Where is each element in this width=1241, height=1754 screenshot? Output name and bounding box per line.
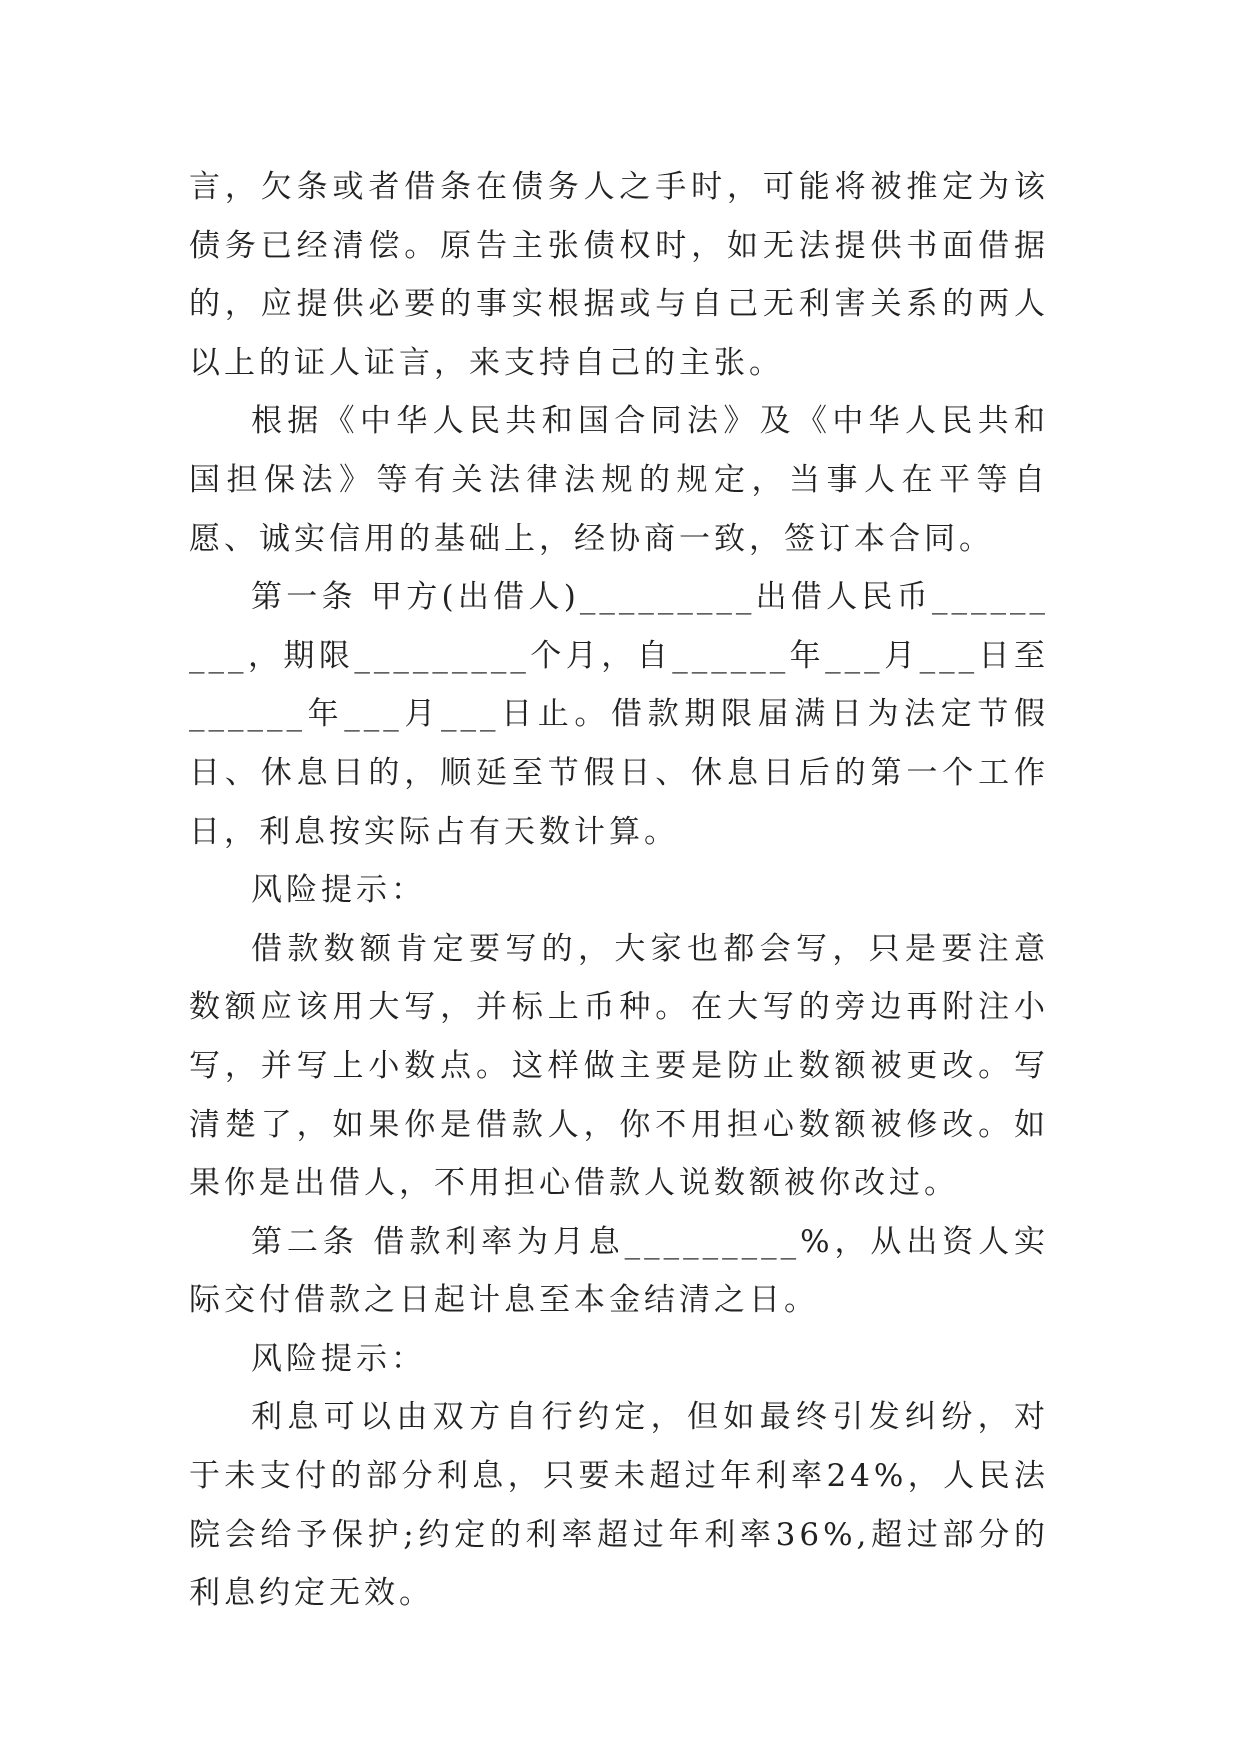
document-body <box>189 158 1049 1623</box>
paragraph-risk-note-1: 借款数额肯定要写的，大家也都会写，只是要注意数额应该用大写，并标上币种。在大写的旁边再附注小写，并写上小数点。这样做主要是防止数额被更改。写清楚了，如果你是借款人，你不用担心数额被修改。如果你是出借人，不用担心借款人说数额被你改过。 <box>189 930 1049 1202</box>
paragraph-preamble: 根据《中华人民共和国合同法》及《中华人民共和国担保法》等有关法律法规的规定，当事人在平等自愿、诚实信用的基础上，经协商一致，签订本合同。 <box>189 403 1049 557</box>
paragraph-risk-heading-1: 风险提示： <box>251 872 426 909</box>
paragraph-article-2: 第二条 借款利率为月息_________%，从出资人实际交付借款之日起计息至本金结清之日。 <box>189 1223 1049 1319</box>
paragraph-article-1: 第一条 甲方(出借人)_________出借人民币_________，期限_________个月，自______年___月___日至______年___月___日止。借款期限届满日为法定节假日、休息日的，顺延至节假日、休息日后的第一个工作日，利息按实际占有天数计算。 <box>189 579 1049 850</box>
paragraph-risk-heading-2: 风险提示： <box>251 1340 426 1377</box>
paragraph-continuation: 言，欠条或者借条在债务人之手时，可能将被推定为该债务已经清偿。原告主张债权时，如无法提供书面借据的，应提供必要的事实根据或与自己无利害关系的两人以上的证人证言，来支持自己的主张。 <box>189 169 1049 381</box>
paragraph-risk-note-2: 利息可以由双方自行约定，但如最终引发纠纷，对于未支付的部分利息，只要未超过年利率24%，人民法院会给予保护;约定的利率超过年利率36%,超过部分的利息约定无效。 <box>189 1399 1049 1612</box>
